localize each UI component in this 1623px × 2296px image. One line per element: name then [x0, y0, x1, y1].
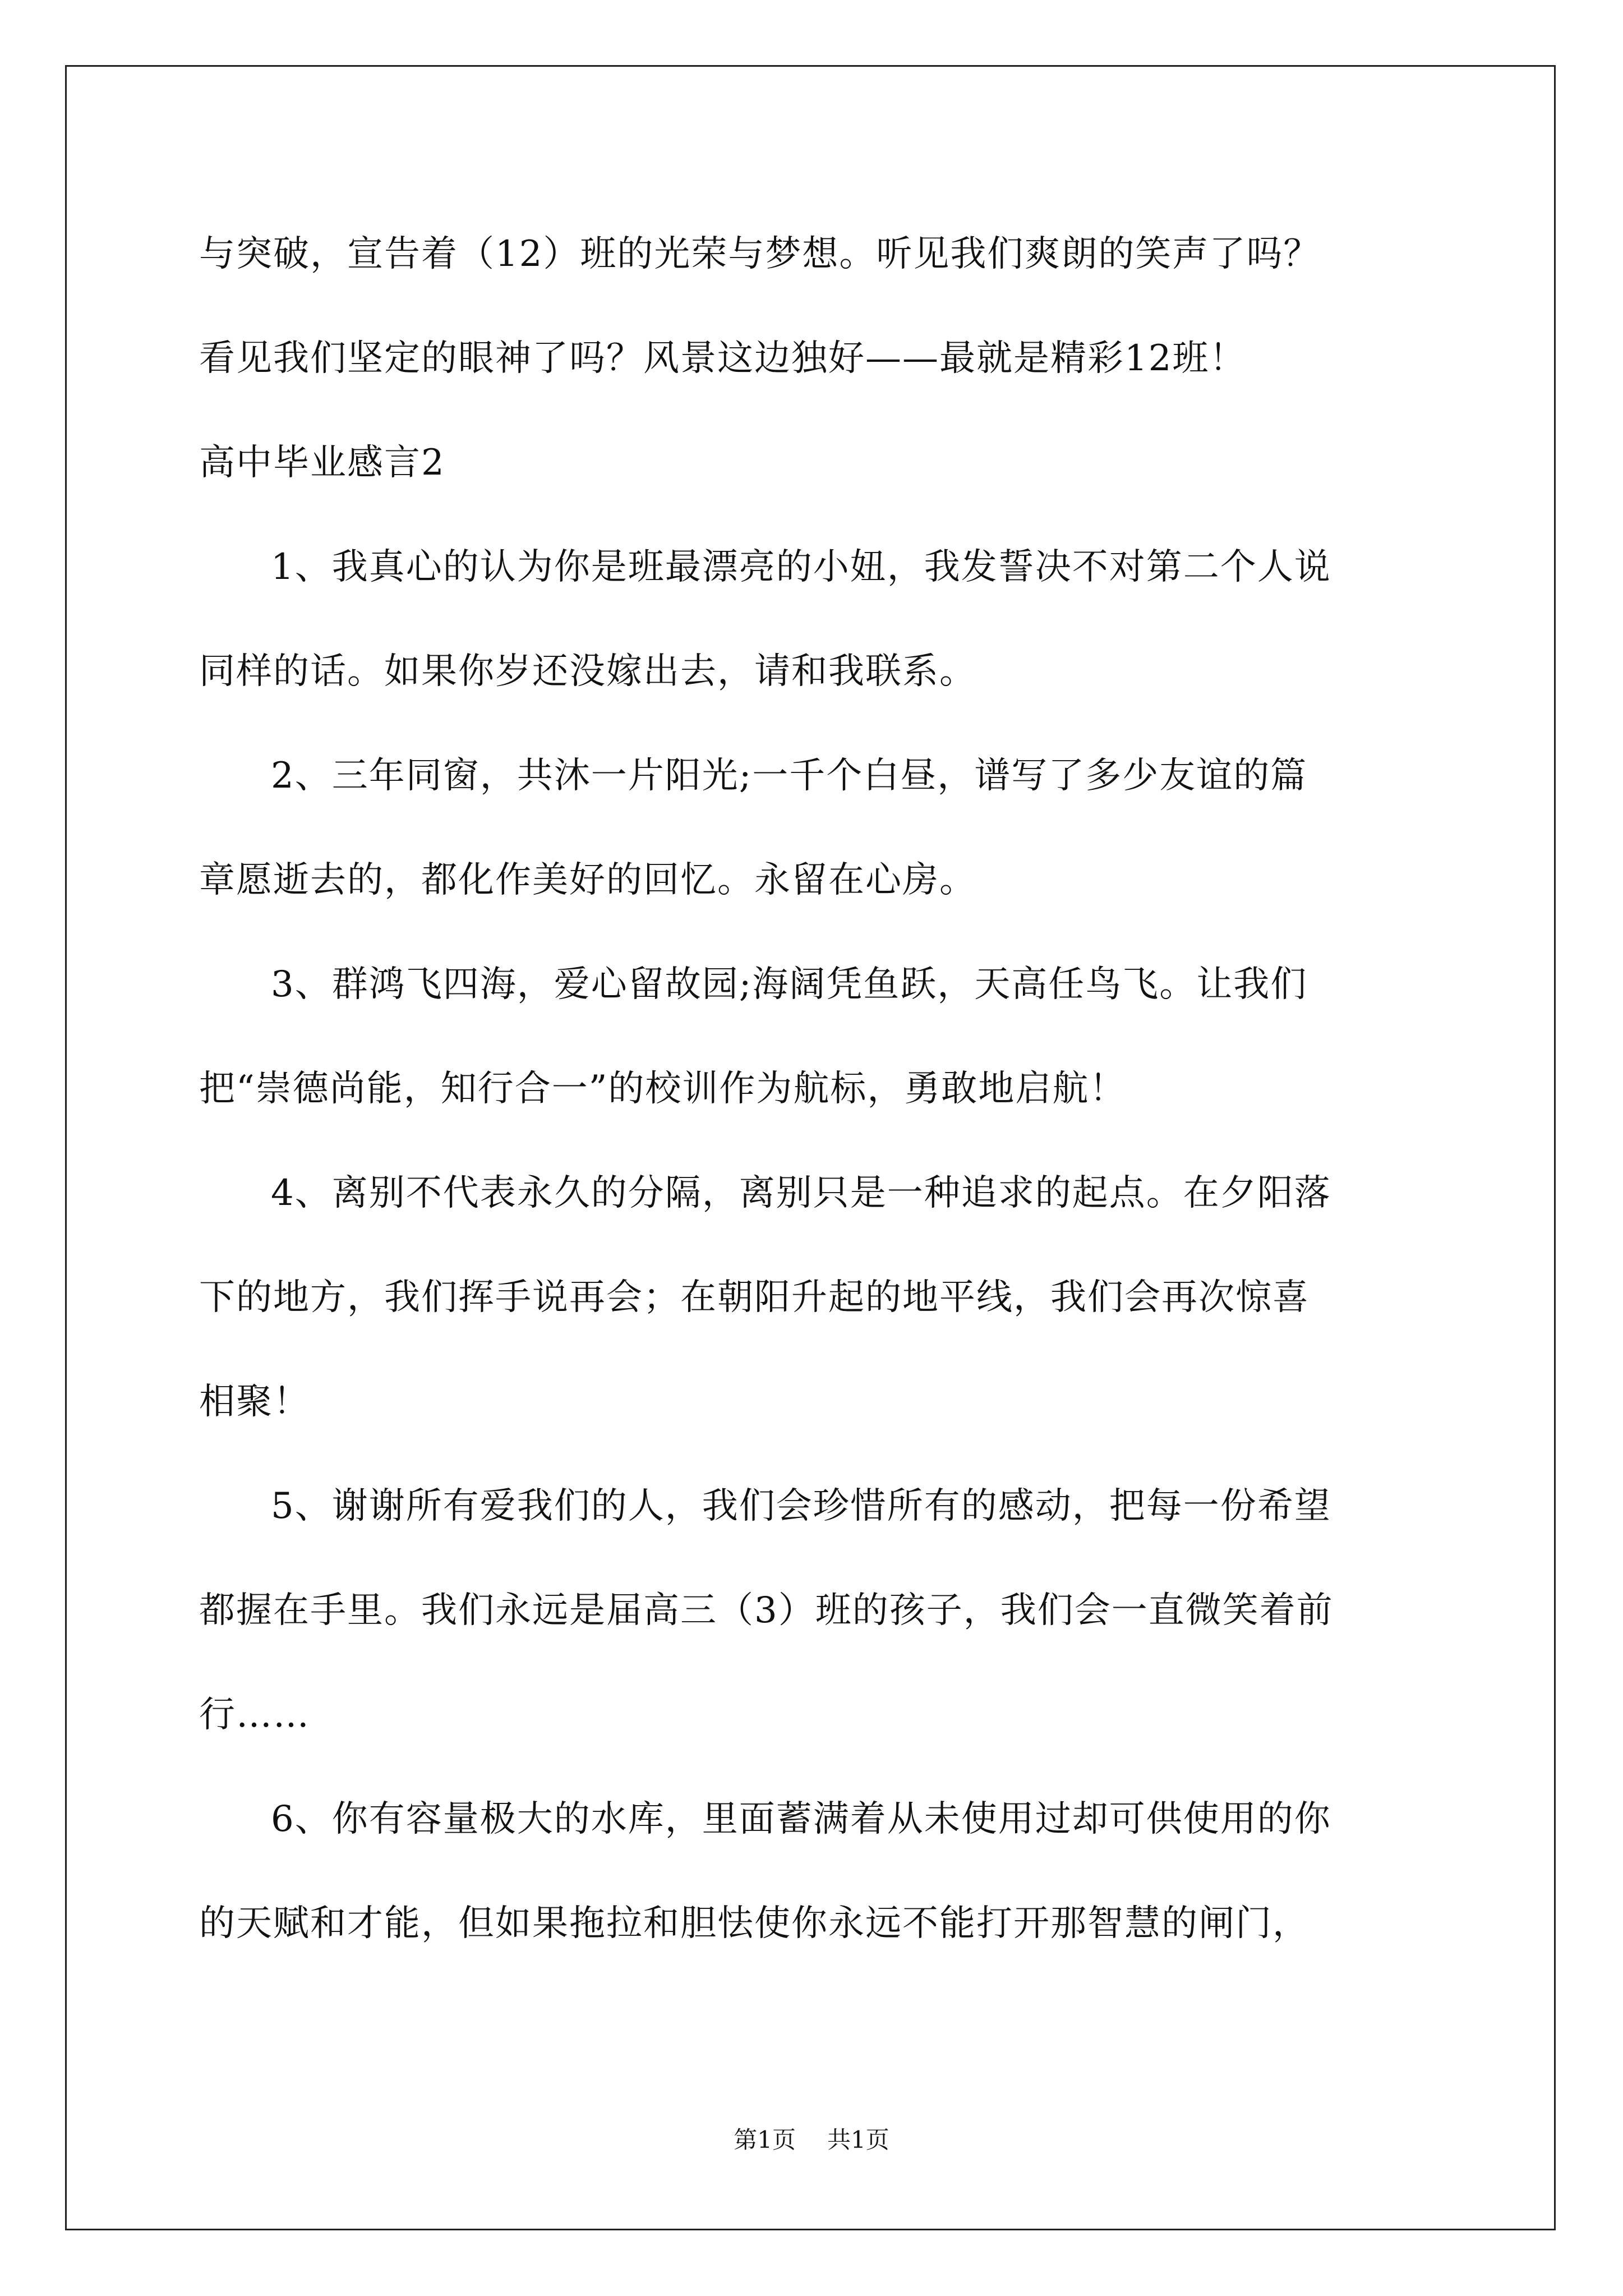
- text-line-15: 行……: [199, 1694, 310, 1736]
- text-line-9: 把“崇德尚能，知行合一”的校训作为航标，勇敢地启航！: [199, 1068, 1127, 1110]
- text-line-8: 3、群鸿飞四海，爱心留故园;海阔凭鱼跃，天高任鸟飞。让我们: [271, 964, 1308, 1005]
- text-line-6: 2、三年同窗，共沐一片阳光;一千个白昼，谱写了多少友谊的篇: [271, 755, 1308, 797]
- text-line-12: 相聚！: [199, 1381, 310, 1423]
- section-heading: 高中毕业感言2: [199, 442, 445, 484]
- text-line-17: 的天赋和才能，但如果拖拉和胆怯使你永远不能打开那智慧的闸门，: [199, 1903, 1310, 1944]
- text-line-7: 章愿逝去的，都化作美好的回忆。永留在心房。: [199, 859, 976, 901]
- page-total: 共1页: [827, 2126, 889, 2154]
- text-line-16: 6、你有容量极大的水库，里面蓄满着从未使用过却可供使用的你: [271, 1798, 1331, 1840]
- text-line-1: 与突破，宣告着（12）班的光荣与梦想。听见我们爽朗的笑声了吗？: [199, 233, 1321, 275]
- text-line-11: 下的地方，我们挥手说再会；在朝阳升起的地平线，我们会再次惊喜: [199, 1277, 1310, 1318]
- text-line-10: 4、离别不代表永久的分隔，离别只是一种追求的起点。在夕阳落: [271, 1172, 1331, 1214]
- text-line-5: 同样的话。如果你岁还没嫁出去，请和我联系。: [199, 651, 976, 692]
- text-line-14: 都握在手里。我们永远是届高三（3）班的孩子，我们会一直微笑着前: [199, 1590, 1334, 1631]
- text-line-2: 看见我们坚定的眼神了吗？风景这边独好——最就是精彩12班！: [199, 338, 1247, 379]
- text-line-13: 5、谢谢所有爱我们的人，我们会珍惜所有的感动，把每一份希望: [271, 1485, 1331, 1527]
- page-footer: [0, 2123, 1623, 2157]
- page-number: 第1页: [734, 2126, 796, 2154]
- text-line-4: 1、我真心的认为你是班最漂亮的小妞，我发誓决不对第二个人说: [271, 546, 1331, 588]
- document-body: [199, 202, 1427, 1976]
